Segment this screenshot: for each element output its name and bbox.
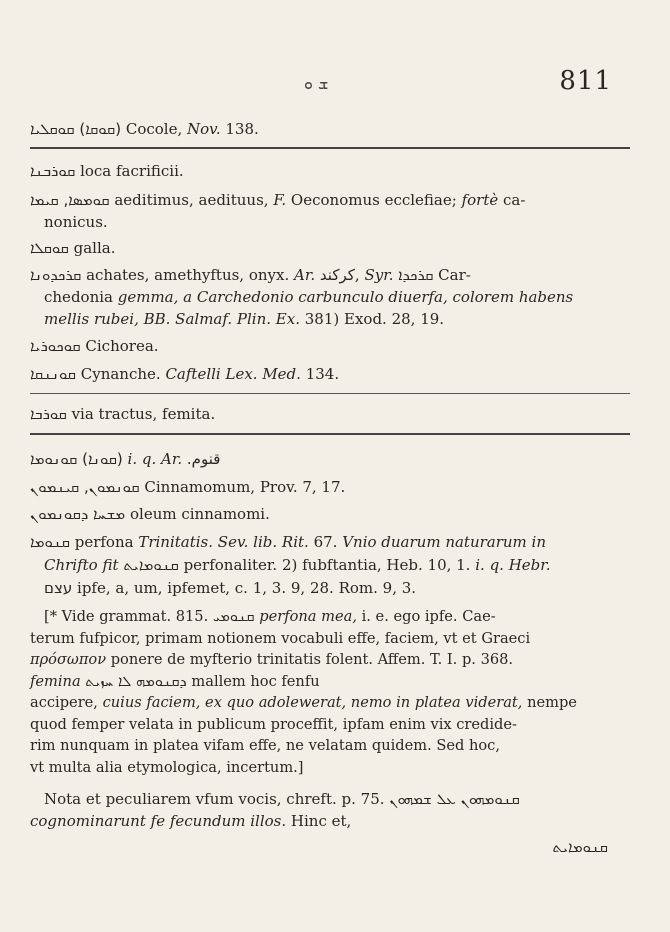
- entry-via: ܩܘܪܒܐ via tractus, femita.: [30, 405, 216, 423]
- entry-achates-l2: chedonia gemma, a Carchedonio carbunculo diuerfa, colorem habens: [44, 288, 574, 306]
- entry-achates: ܩܪܟܕܘܢܐ achates, amethyftus, onyx. Ar. ﻛﺮﻛﻨﺪ, Syr. ܩܪܟܕܐ Car-: [30, 266, 471, 284]
- entry-perfona: ܩܢܘܡܐ perfona Trinitatis. Sev. lib. Rit. 67. Vnio duarum naturarum in: [30, 533, 547, 551]
- para-line: Nota et peculiarem vfum vocis, chreft. p. 75. ܩܢܘܡܗܘܢ ܥܠ ܫܡܗܘܢ: [44, 790, 520, 808]
- syriac-headword: ܩܘܢܡܘܢ, ܩܝܢܡܘܢ: [30, 478, 140, 496]
- section-rule: [30, 393, 630, 394]
- entry-qnoma-ar: (ܩܘܢܐ) ܩܘܢܘܡܐ i. q. Ar. ﻗﻨﻮﻡ.: [30, 450, 221, 468]
- note-line: [* Vide grammat. 815. ܩܢܘܡܝ perfona mea, i. e. ego ipfe. Cae-: [30, 606, 630, 628]
- entry-galla: ܩܘܩܠܐ galla.: [30, 239, 116, 257]
- syriac-headword: ܩܘܩܠܐ: [30, 239, 69, 257]
- entry-cichorea: ܩܘܟܘܪܝܐ Cichorea.: [30, 337, 159, 355]
- note-line: accipere, cuius faciem, ex quo adolewerat, nemo in platea viderat, nempe: [30, 694, 577, 711]
- syriac-headword: ܩܪܟܕܘܢܐ: [30, 266, 82, 284]
- catchword: ܩܢܘܡܐܝܬ: [552, 838, 608, 856]
- syriac-phrase: ܩܢܘܡܗܘܢ ܥܠ ܫܡܗܘܢ: [389, 790, 520, 808]
- section-rule: [30, 147, 630, 149]
- note-line: quod femper velata in publicum proceffit, ipfam enim vix credide-: [30, 715, 517, 733]
- page-number: 811: [559, 66, 612, 96]
- hebrew-word: עצם: [44, 579, 73, 597]
- bracket-note: [30, 606, 630, 778]
- entry-cynanche: ܩܘܢܢܩܐ Cynanche. Caftelli Lex. Med. 134.: [30, 365, 340, 383]
- syriac-headword: (ܩܘܢܐ) ܩܘܢܘܡܐ: [30, 450, 123, 468]
- entry-perfona-l2: Chrifto fit ܩܢܘܡܐܝܬ perfonaliter. 2) fubftantia, Heb. 10, 1. i. q. Hebr.: [44, 556, 551, 574]
- syriac-headword: ܩܘܢܢܩܐ: [30, 365, 76, 383]
- note-line: femina ܕܩܢܘܡܗ ܠܐ ܚܙܝܬ mallem hoc fenfu: [30, 671, 630, 693]
- note-line: rim nunquam in platea vifam effe, ne velatam quidem. Sed hoc,: [30, 737, 500, 754]
- syriac-word: ܩܢܘܡܐܝܬ: [123, 556, 179, 574]
- arabic-word: ﻗﻨﻮﻡ.: [186, 450, 221, 468]
- syriac-word: ܩܢܘܡܝ: [212, 608, 255, 625]
- syriac-headword: ܩܘܟܘܪܝܐ: [30, 337, 81, 355]
- section-rule: [30, 433, 630, 435]
- entry-aeditimus-cont: nonicus.: [44, 213, 108, 231]
- syriac-word: ܩܪܟܕܐ: [398, 266, 434, 284]
- syriac-headword: ܩܢܘܡܐ: [30, 533, 70, 551]
- entry-aeditimus: ܩܘܡܣܐ, ܩܝܡܐ aeditimus, aedituus, F. Oeconomus ecclefiae; fortè ca-: [30, 191, 526, 209]
- entry-perfona-l3: עצם ipfe, a, um, ipfemet, c. 1, 3. 9, 28. Rom. 9, 3.: [44, 579, 417, 597]
- note-line: terum fufpicor, primam notionem vocabuli effe, faciem, vt et Graeci: [30, 629, 531, 647]
- syriac-headword: ܩܘܡܣܐ, ܩܝܡܐ: [30, 191, 110, 209]
- greek-word: πρόσωπον: [30, 651, 107, 668]
- entry-cinnamomum: ܩܘܢܡܘܢ, ܩܝܢܡܘܢ Cinnamomum, Prov. 7, 17.: [30, 478, 346, 496]
- entry-achates-l3: mellis rubei, BB. Salmaf. Plin. Ex. 381) Exod. 28, 19.: [44, 310, 445, 328]
- syriac-headword: ܩܘܪܒܐ: [30, 405, 67, 423]
- entry-loca: ܩܘܪܒܢܐ loca facrificii.: [30, 162, 184, 180]
- note-line: vt multa alia etymologica, incertum.]: [30, 758, 304, 776]
- entry-cocole: (ܩܘܩܐ) ܩܘܩܠܝܐ Cocole, Nov. 138.: [30, 120, 259, 138]
- note-line: πρόσωπον ponere de myfterio trinitatis folent. Affem. T. I. p. 368.: [30, 651, 514, 668]
- syriac-phrase: ܕܩܢܘܡܗ ܠܐ ܚܙܝܬ: [85, 672, 187, 690]
- syriac-headword: (ܩܘܩܐ) ܩܘܩܠܝܐ: [30, 120, 122, 138]
- syriac-headword: ܡܫܚܐ ܕܩܘܢܡܘܢ: [30, 505, 126, 523]
- running-head: ܫ ܘ: [304, 74, 329, 93]
- syriac-headword: ܩܘܪܒܢܐ: [30, 162, 76, 180]
- closing-paragraph: [30, 788, 630, 832]
- arabic-word: ﻛﺮﻛﻨﺪ: [319, 266, 355, 284]
- entry-oleum: ܡܫܚܐ ܕܩܘܢܡܘܢ oleum cinnamomi.: [30, 505, 270, 523]
- para-line: cognominarunt fe fecundum illos. Hinc et,: [30, 812, 352, 830]
